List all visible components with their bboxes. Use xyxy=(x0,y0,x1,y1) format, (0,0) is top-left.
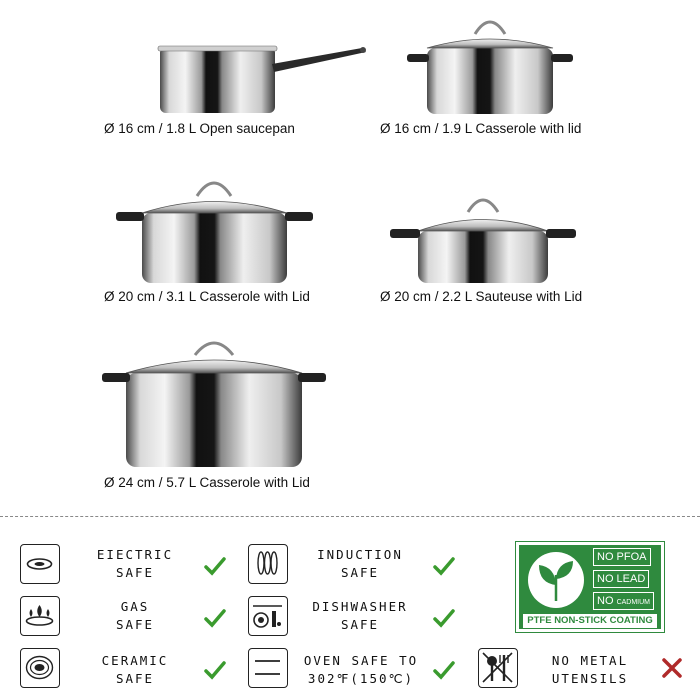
check-icon xyxy=(203,554,227,578)
feature-label: OVEN SAFE TO 302℉(150℃) xyxy=(303,653,419,686)
feature-label: EIECTRIC SAFE xyxy=(96,547,174,580)
ceramic-hob-icon xyxy=(20,648,60,688)
feature-label: DISHWASHER SAFE xyxy=(312,599,408,632)
casserole-16cm-image xyxy=(405,8,575,118)
product-caption: Ø 16 cm / 1.9 L Casserole with lid xyxy=(380,121,582,136)
badge-tag: NO LEAD xyxy=(593,570,649,588)
induction-coil-icon xyxy=(248,544,288,584)
section-divider xyxy=(0,516,700,517)
casserole-20cm-image xyxy=(112,168,317,286)
non-stick-badge xyxy=(516,542,664,632)
product-caption: Ø 20 cm / 2.2 L Sauteuse with Lid xyxy=(380,289,583,304)
feature-label: CERAMIC SAFE xyxy=(101,653,169,686)
check-icon xyxy=(203,658,227,682)
badge-tag: NO CADMIUM xyxy=(593,592,654,610)
open-saucepan-image xyxy=(150,42,375,117)
feature-label: NO METAL UTENSILS xyxy=(551,653,629,686)
gas-flame-icon xyxy=(20,596,60,636)
product-caption: Ø 20 cm / 3.1 L Casserole with Lid xyxy=(104,289,310,304)
check-icon xyxy=(432,606,456,630)
badge-small-text: CADMIUM xyxy=(616,599,651,606)
badge-footer: PTFE NON-STICK COATING xyxy=(523,614,657,628)
sauteuse-20cm-image xyxy=(388,186,578,286)
dishwasher-icon xyxy=(248,596,288,636)
electric-hob-icon xyxy=(20,544,60,584)
check-icon xyxy=(432,554,456,578)
feature-label: INDUCTION SAFE xyxy=(317,547,403,580)
cross-icon xyxy=(660,656,684,680)
feature-label: GAS SAFE xyxy=(115,599,155,632)
check-icon xyxy=(203,606,227,630)
no-metal-utensils-icon xyxy=(478,648,518,688)
oven-icon xyxy=(248,648,288,688)
product-caption: Ø 24 cm / 5.7 L Casserole with Lid xyxy=(104,475,310,490)
product-caption: Ø 16 cm / 1.8 L Open saucepan xyxy=(104,121,295,136)
leaf-icon xyxy=(525,549,587,611)
casserole-24cm-image xyxy=(100,333,330,471)
badge-tag: NO PFOA xyxy=(593,548,651,566)
check-icon xyxy=(432,658,456,682)
